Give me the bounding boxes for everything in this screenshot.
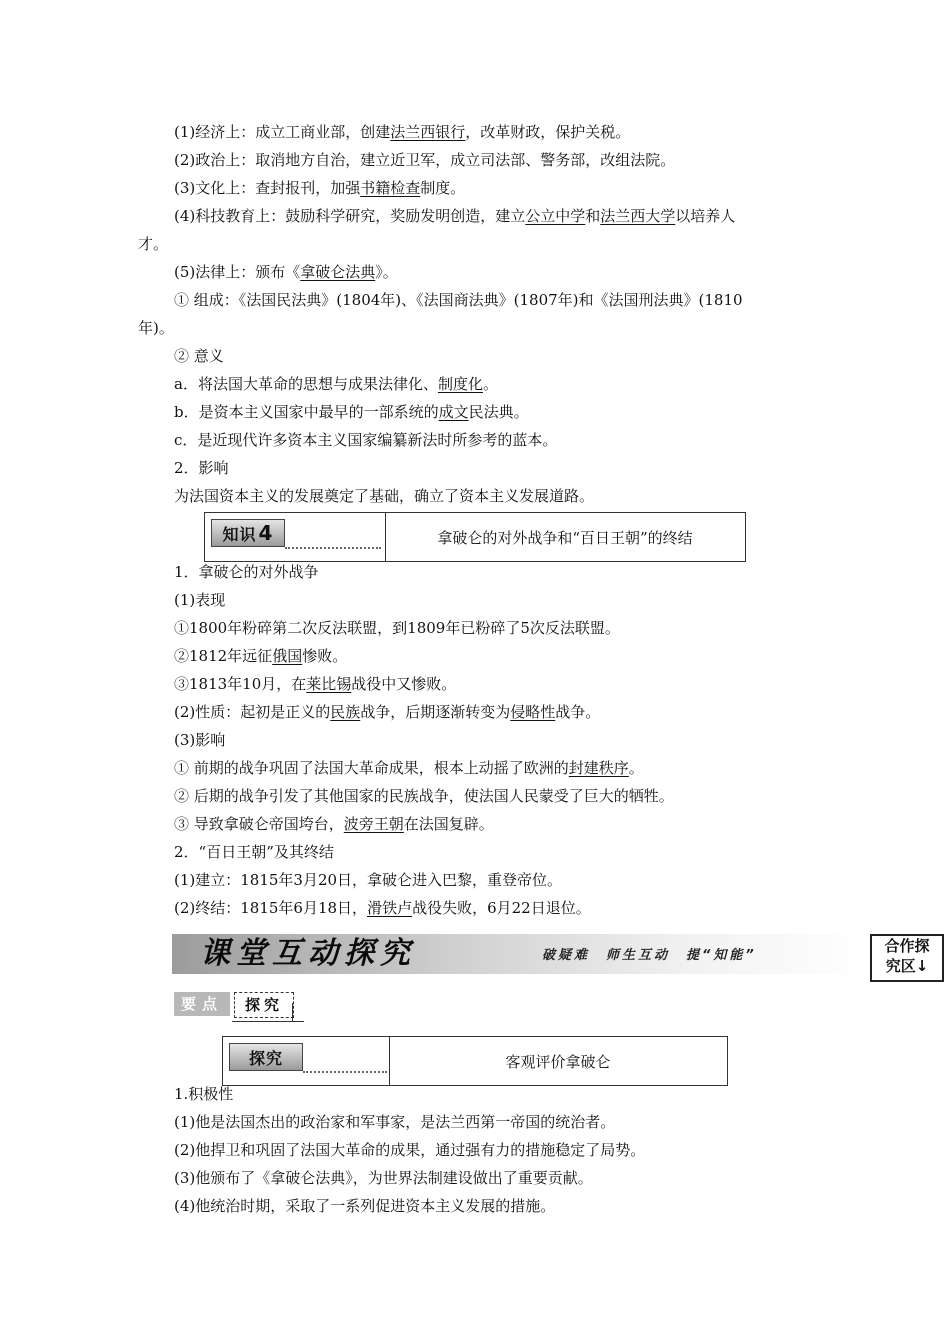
text-line xyxy=(174,646,347,666)
text-segment: ，改革财政，保护关税。 xyxy=(465,123,631,141)
text-segment: ② 后期的战争引发了其他国家的民族战争，使法国人民蒙受了巨大的牺牲。 xyxy=(174,787,674,805)
underlined-term: 成文 xyxy=(438,403,469,421)
explore-topic-header xyxy=(222,1036,728,1086)
text-segment: (1)经济上：成立工商业部，创建 xyxy=(174,123,391,141)
text-segment: (3)文化上：查封报刊，加强 xyxy=(174,179,361,197)
banner-title: 课堂互动探究 xyxy=(200,936,416,971)
text-segment: b．是资本主义国家中最早的一部系统的 xyxy=(174,403,439,421)
text-line xyxy=(138,318,174,338)
underlined-term: 制度化 xyxy=(437,375,483,393)
text-segment: (2)他捍卫和巩固了法国大革命的成果，通过强有力的措施稳定了局势。 xyxy=(174,1141,646,1159)
text-segment: 。 xyxy=(482,375,498,393)
underlined-term: 侵略性 xyxy=(510,703,556,721)
explore-tag-label: 探究 xyxy=(248,1048,283,1068)
underlined-term: 法兰西大学 xyxy=(600,207,676,225)
text-segment: 战役中又惨败。 xyxy=(351,675,457,693)
underlined-term: 民族 xyxy=(330,703,361,721)
underlined-term: 俄国 xyxy=(272,647,303,665)
underlined-term: 法兰西银行 xyxy=(390,123,466,141)
knowledge-4-header xyxy=(204,512,746,562)
text-segment: ① 前期的战争巩固了法国大革命成果，根本上动摇了欧洲的 xyxy=(174,759,569,777)
text-segment: (5)法律上：颁布《 xyxy=(174,263,301,281)
underlined-term: 封建秩序 xyxy=(568,759,629,777)
text-segment: 。 xyxy=(628,759,644,777)
text-segment: 》。 xyxy=(375,263,398,281)
text-segment: (1)建立：1815年3月20日，拿破仑进入巴黎，重登帝位。 xyxy=(174,871,563,889)
knowledge-tag-label: 知识 xyxy=(222,524,257,544)
text-segment: 在法国复辟。 xyxy=(403,815,494,833)
text-segment: 和 xyxy=(585,207,601,225)
underlined-term: 拿破仑法典 xyxy=(300,263,376,281)
text-segment: (1)他是法国杰出的政治家和军事家，是法兰西第一帝国的统治者。 xyxy=(174,1113,616,1131)
text-line xyxy=(174,786,674,806)
text-segment: (4)科技教育上：鼓励科学研究，奖励发明创造，建立 xyxy=(174,207,526,225)
text-segment: 2．“百日王朝”及其终结 xyxy=(174,843,334,861)
text-line xyxy=(138,234,168,254)
text-line xyxy=(174,122,630,142)
text-segment: ② 意义 xyxy=(174,347,224,365)
underlined-term: 波旁王朝 xyxy=(343,815,404,833)
text-segment: ②1812年远征 xyxy=(174,647,273,665)
text-line xyxy=(174,206,735,226)
text-line xyxy=(174,346,224,366)
text-line xyxy=(174,562,319,582)
text-line xyxy=(174,730,225,750)
explore-title: 客观评价拿破仑 xyxy=(505,1052,611,1071)
text-segment: ①1800年粉碎第二次反法联盟，到1809年已粉碎了5次反法联盟。 xyxy=(174,619,620,637)
banner-box-line2: 究区↓ xyxy=(885,957,929,975)
text-line xyxy=(174,290,743,310)
text-segment: 民法典。 xyxy=(468,403,529,421)
banner-subtitle: 破疑难 师生互动 提“知能” xyxy=(542,948,757,963)
underlined-term: 公立中学 xyxy=(525,207,586,225)
text-line xyxy=(174,1112,615,1132)
text-segment: 战争。 xyxy=(555,703,601,721)
text-segment: 战役失败，6月22日退位。 xyxy=(412,899,591,917)
text-line xyxy=(174,1140,645,1160)
text-segment: (3)影响 xyxy=(174,731,226,749)
key-points-bracket xyxy=(292,1003,293,1021)
text-line xyxy=(174,374,498,394)
text-segment: 1.积极性 xyxy=(174,1085,234,1103)
text-line xyxy=(174,402,529,422)
text-line xyxy=(174,1168,593,1188)
text-line xyxy=(174,262,398,282)
underlined-term: 滑铁卢 xyxy=(367,899,413,917)
banner-box-line1: 合作探 xyxy=(884,937,930,955)
text-line xyxy=(174,618,620,638)
text-segment: 才。 xyxy=(138,235,169,253)
text-segment: 年)。 xyxy=(138,319,174,337)
text-line xyxy=(174,590,225,610)
text-segment: (1)表现 xyxy=(174,591,226,609)
text-line xyxy=(174,150,675,170)
text-segment: 以培养人 xyxy=(675,207,736,225)
cooperative-explore-button[interactable] xyxy=(870,934,944,982)
text-line xyxy=(174,486,594,506)
text-segment: ③1813年10月，在 xyxy=(174,675,307,693)
text-line xyxy=(174,702,600,722)
text-line xyxy=(174,458,229,478)
text-line xyxy=(174,430,557,450)
key-points-explore-tag: 探究 xyxy=(234,992,294,1018)
text-segment: 1．拿破仑的对外战争 xyxy=(174,563,319,581)
knowledge-tag xyxy=(211,519,285,547)
dotted-divider xyxy=(303,1071,387,1073)
text-line xyxy=(174,758,644,778)
text-segment: (2)终结：1815年6月18日， xyxy=(174,899,368,917)
text-line xyxy=(174,178,465,198)
text-line xyxy=(174,870,562,890)
text-line xyxy=(174,814,494,834)
underlined-term: 莱比锡 xyxy=(306,675,352,693)
text-segment: ① 组成：《法国民法典》(1804年)、《法国商法典》(1807年)和《法国刑法典》(1810 xyxy=(174,291,743,309)
text-segment: (2)政治上：取消地方自治，建立近卫军，成立司法部、警务部，改组法院。 xyxy=(174,151,676,169)
text-segment: ③ 导致拿破仑帝国垮台， xyxy=(174,815,344,833)
key-points-label: 要点 xyxy=(174,992,230,1016)
text-segment: 惨败。 xyxy=(302,647,348,665)
text-segment: (3)他颁布了《拿破仑法典》，为世界法制建设做出了重要贡献。 xyxy=(174,1169,593,1187)
text-segment: 为法国资本主义的发展奠定了基础，确立了资本主义发展道路。 xyxy=(174,487,595,505)
text-line xyxy=(174,1196,555,1216)
text-segment: (2)性质：起初是正义的 xyxy=(174,703,331,721)
text-segment: a．将法国大革命的思想与成果法律化、 xyxy=(174,375,438,393)
knowledge-tag-number: 4 xyxy=(258,521,274,545)
key-points-underline xyxy=(232,1021,304,1022)
dotted-divider xyxy=(285,547,381,549)
text-line xyxy=(174,842,334,862)
text-line xyxy=(174,898,591,918)
text-line xyxy=(174,674,456,694)
underlined-term: 书籍检查 xyxy=(360,179,421,197)
text-segment: (4)他统治时期，采取了一系列促进资本主义发展的措施。 xyxy=(174,1197,556,1215)
text-line xyxy=(174,1084,233,1104)
explore-tag xyxy=(229,1043,303,1071)
text-segment: c．是近现代许多资本主义国家编纂新法时所参考的蓝本。 xyxy=(174,431,558,449)
text-segment: 制度。 xyxy=(420,179,466,197)
knowledge-title: 拿破仑的对外战争和“百日王朝”的终结 xyxy=(437,528,693,547)
text-segment: 2．影响 xyxy=(174,459,229,477)
text-segment: 战争，后期逐渐转变为 xyxy=(360,703,511,721)
